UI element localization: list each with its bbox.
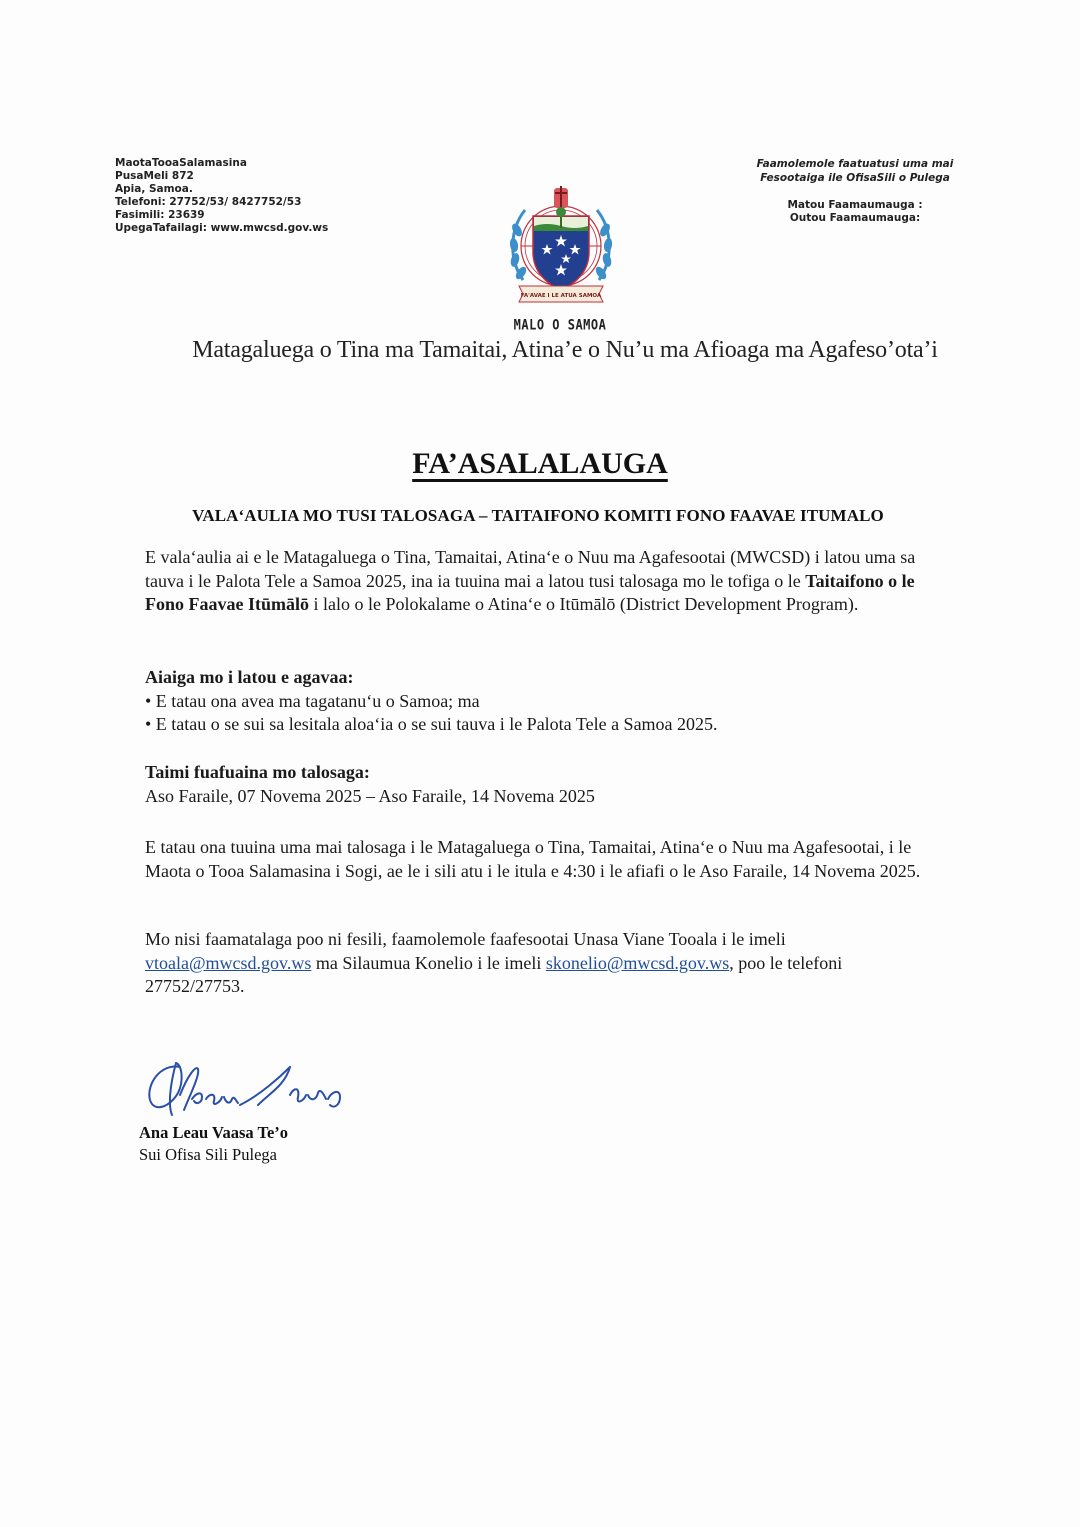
eligibility-heading: Aiaiga mo i latou e agavaa: xyxy=(145,667,354,687)
intro-text-1: E vala‘aulia ai e le Matagaluega o Tina, Tamaitai, Atina‘e o Nuu ma Agafesootai (MWCSD) i latou uma sa tauva i le Palota Tele a Samoa 2025, ina ia tuuina mai a latou tusi talosaga mo le tofiga o le xyxy=(145,547,916,591)
notice-subtitle: VALA‘AULIA MO TUSI TALOSAGA – TAITAIFONO KOMITI FONO FAAVAE ITUMALO xyxy=(192,506,884,525)
correspondence-note-line-2: Fesootaiga ile OfisaSili o Pulega xyxy=(760,172,950,184)
contact-text-2: ma Silaumua Konelio i le imeli xyxy=(311,952,546,973)
address-phone: Telefoni: 27752/53/ 8427752/53 xyxy=(115,196,302,208)
contact-text-1: Mo nisi faamatalaga poo ni fesili, faamolemole faafesootai Unasa Viane Tooala i le imeli xyxy=(145,929,786,949)
application-period-dates: Aso Faraile, 07 Novema 2025 – Aso Faraile, 14 Novema 2025 xyxy=(145,785,595,806)
address-line-3: Apia, Samoa. xyxy=(115,183,193,195)
ministry-name: Matagaluega o Tina ma Tamaitai, Atina’e o Nu’u ma Afioaga ma Agafeso’ota’i xyxy=(192,337,938,363)
handwritten-signature-icon xyxy=(140,1055,360,1125)
contact-paragraph xyxy=(145,928,935,999)
eligibility-item: • E tatau ona avea ma tagatanu‘u o Samoa; ma xyxy=(145,690,480,711)
intro-text-2: i lalo o le Polokalame o Atina‘e o Itūmālō (District Development Program). xyxy=(309,594,859,614)
eligibility-section xyxy=(145,666,935,737)
address-line-2: PusaMeli 872 xyxy=(115,170,194,182)
address-fax: Fasimili: 23639 xyxy=(115,209,205,221)
intro-bold-position: Taitaifono o le Fono Faavae Itūmālō xyxy=(145,570,915,614)
address-website: UpegaTafailagi: www.mwcsd.gov.ws xyxy=(115,222,329,234)
correspondence-note-line-1: Faamolemole faatuatusi uma mai xyxy=(756,158,954,170)
our-reference: Matou Faamaumauga : xyxy=(787,199,923,211)
address-line-1: MaotaTooaSalamasina xyxy=(115,157,247,169)
correspondence-note xyxy=(730,157,980,185)
application-period-heading: Taimi fuafuaina mo talosaga: xyxy=(145,762,370,782)
notice-title-text: FA’ASALALAUGA xyxy=(412,447,668,480)
email-link-vtoala[interactable]: vtoala@mwcsd.gov.ws xyxy=(145,952,312,973)
government-label: MALO O SAMOA xyxy=(513,316,607,334)
notice-title xyxy=(0,447,1080,481)
address-block xyxy=(115,157,328,235)
email-link-skonelio[interactable]: skonelio@mwcsd.gov.ws xyxy=(545,952,730,973)
signatory-name: Ana Leau Vaasa Te’o xyxy=(139,1123,289,1142)
signatory-block xyxy=(139,1122,288,1166)
eligibility-item: • E tatau o se sui sa lesitala aloa‘ia o se sui tauva i le Palota Tele a Samoa 2025. xyxy=(145,714,718,734)
svg-text:FA'AVAE I LE ATUA SAMOA: FA'AVAE I LE ATUA SAMOA xyxy=(520,293,602,299)
application-period-section xyxy=(145,761,935,808)
your-reference: Outou Faamaumauga: xyxy=(789,212,921,224)
submission-paragraph: E tatau ona tuuina uma mai talosaga i le Matagaluega o Tina, Tamaitai, Atina‘e o Nuu ma Agafesootai, i le Maota o Tooa Salamasina i Sogi, ae le i sili atu i le itula e 4:30 i le afiafi o le Aso Faraile, 14 Novema 2025. xyxy=(145,837,921,881)
contact-text-3: , poo le telefoni 27752/27753. xyxy=(145,952,843,996)
reference-fields xyxy=(730,199,980,225)
intro-paragraph xyxy=(145,546,935,617)
correspondence-block xyxy=(730,157,980,225)
samoa-coat-of-arms-icon xyxy=(505,180,617,310)
signatory-position: Sui Ofisa Sili Pulega xyxy=(139,1145,277,1164)
